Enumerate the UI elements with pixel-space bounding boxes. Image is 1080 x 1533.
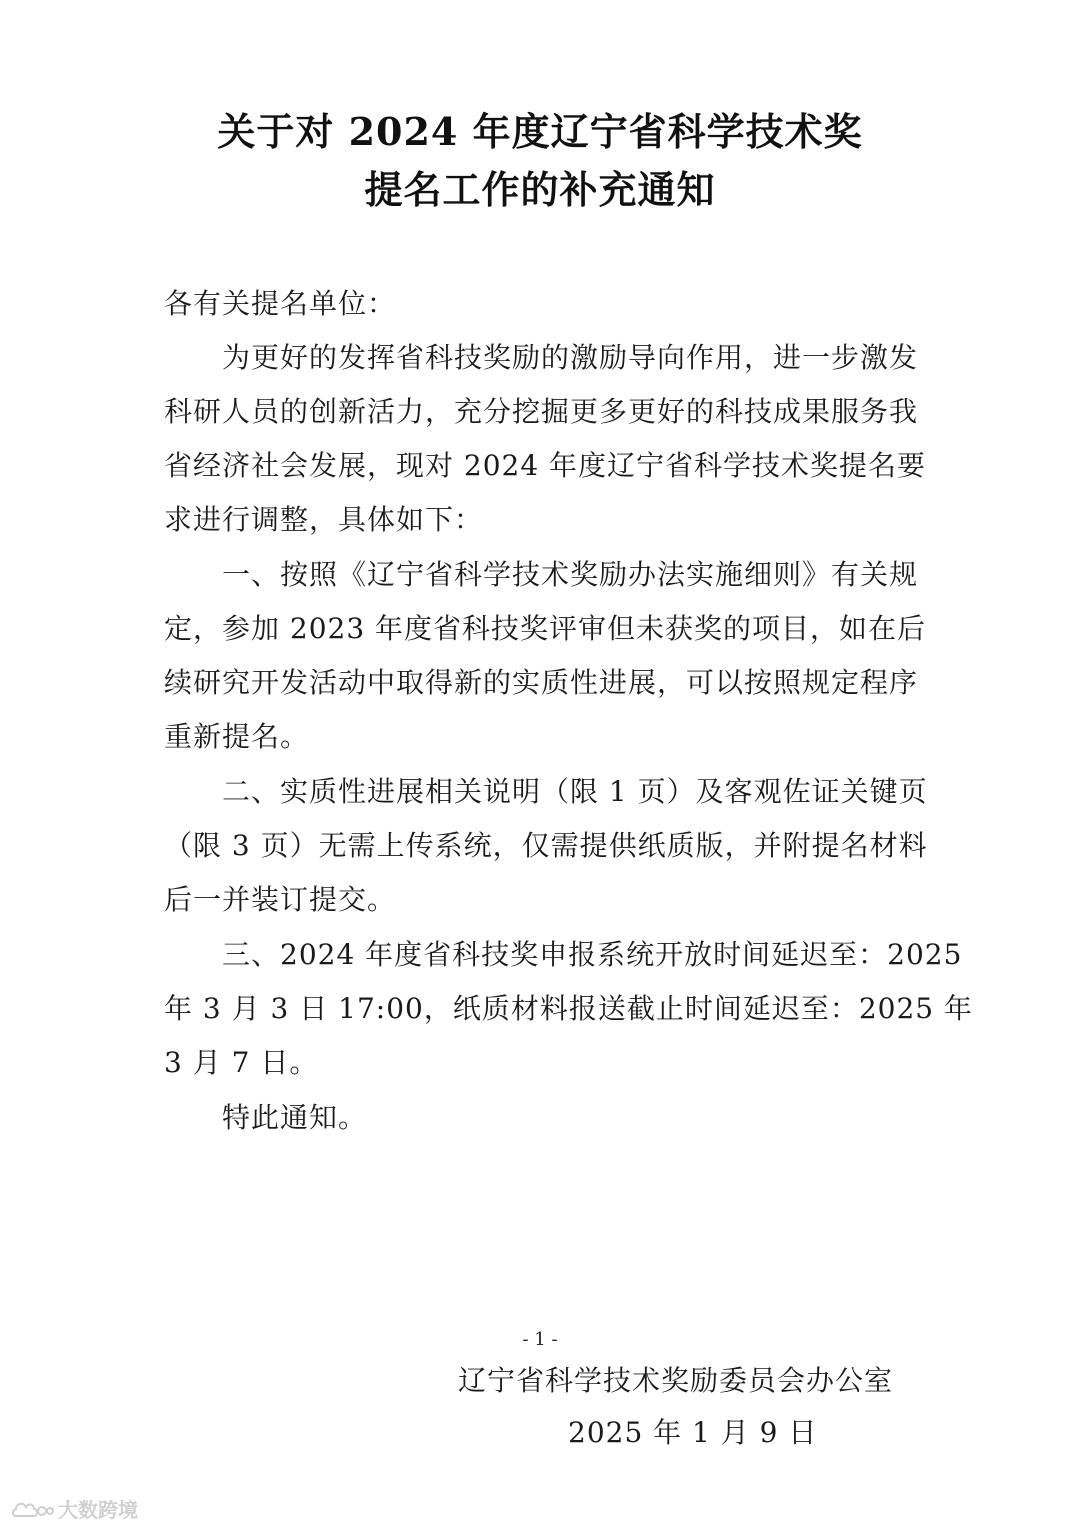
signature-date: 2025 年 1 月 9 日 bbox=[568, 1416, 818, 1449]
paragraph-4-line-1: 三、2024 年度省科技奖申报系统开放时间延迟至：2025 bbox=[222, 938, 963, 971]
paragraph-3-line-1: 二、实质性进展相关说明（限 1 页）及客观佐证关键页 bbox=[222, 775, 928, 808]
paragraph-2-line-3: 续研究开发活动中取得新的实质性进展，可以按照规定程序 bbox=[164, 666, 919, 699]
title-line-2: 提名工作的补充通知 bbox=[364, 167, 716, 212]
paragraph-1-line-1: 为更好的发挥省科技奖励的激励导向作用，进一步激发 bbox=[222, 341, 919, 374]
paragraph-4-line-2: 年 3 月 3 日 17:00，纸质材料报送截止时间延迟至：2025 年 bbox=[164, 992, 973, 1025]
paragraph-2-line-4: 重新提名。 bbox=[164, 720, 310, 753]
paragraph-2-line-2: 定，参加 2023 年度省科技奖评审但未获奖的项目，如在后 bbox=[164, 612, 927, 645]
paragraph-1-line-2: 科研人员的创新活力，充分挖掘更多更好的科技成果服务我 bbox=[164, 395, 919, 428]
signature-organization: 辽宁省科学技术奖励委员会办公室 bbox=[458, 1364, 894, 1397]
paragraph-2-line-1: 一、按照《辽宁省科学技术奖励办法实施细则》有关规 bbox=[222, 558, 919, 591]
watermark bbox=[10, 1496, 138, 1524]
paragraph-3-line-3: 后一并装订提交。 bbox=[164, 883, 397, 916]
cloud-logo-icon bbox=[10, 1498, 54, 1522]
paragraph-1-line-3: 省经济社会发展，现对 2024 年度辽宁省科学技术奖提名要 bbox=[164, 449, 927, 482]
salutation: 各有关提名单位： bbox=[164, 287, 397, 320]
paragraph-4-line-3: 3 月 7 日。 bbox=[164, 1046, 319, 1079]
watermark-text: 大数跨境 bbox=[58, 1498, 138, 1522]
paragraph-1-line-4: 求进行调整，具体如下： bbox=[164, 503, 484, 536]
closing-line: 特此通知。 bbox=[222, 1101, 368, 1134]
paragraph-3-line-2: （限 3 页）无需上传系统，仅需提供纸质版，并附提名材料 bbox=[164, 829, 928, 862]
title-line-1: 关于对 2024 年度辽宁省科学技术奖 bbox=[217, 109, 863, 154]
page-number: - 1 - bbox=[522, 1329, 558, 1350]
